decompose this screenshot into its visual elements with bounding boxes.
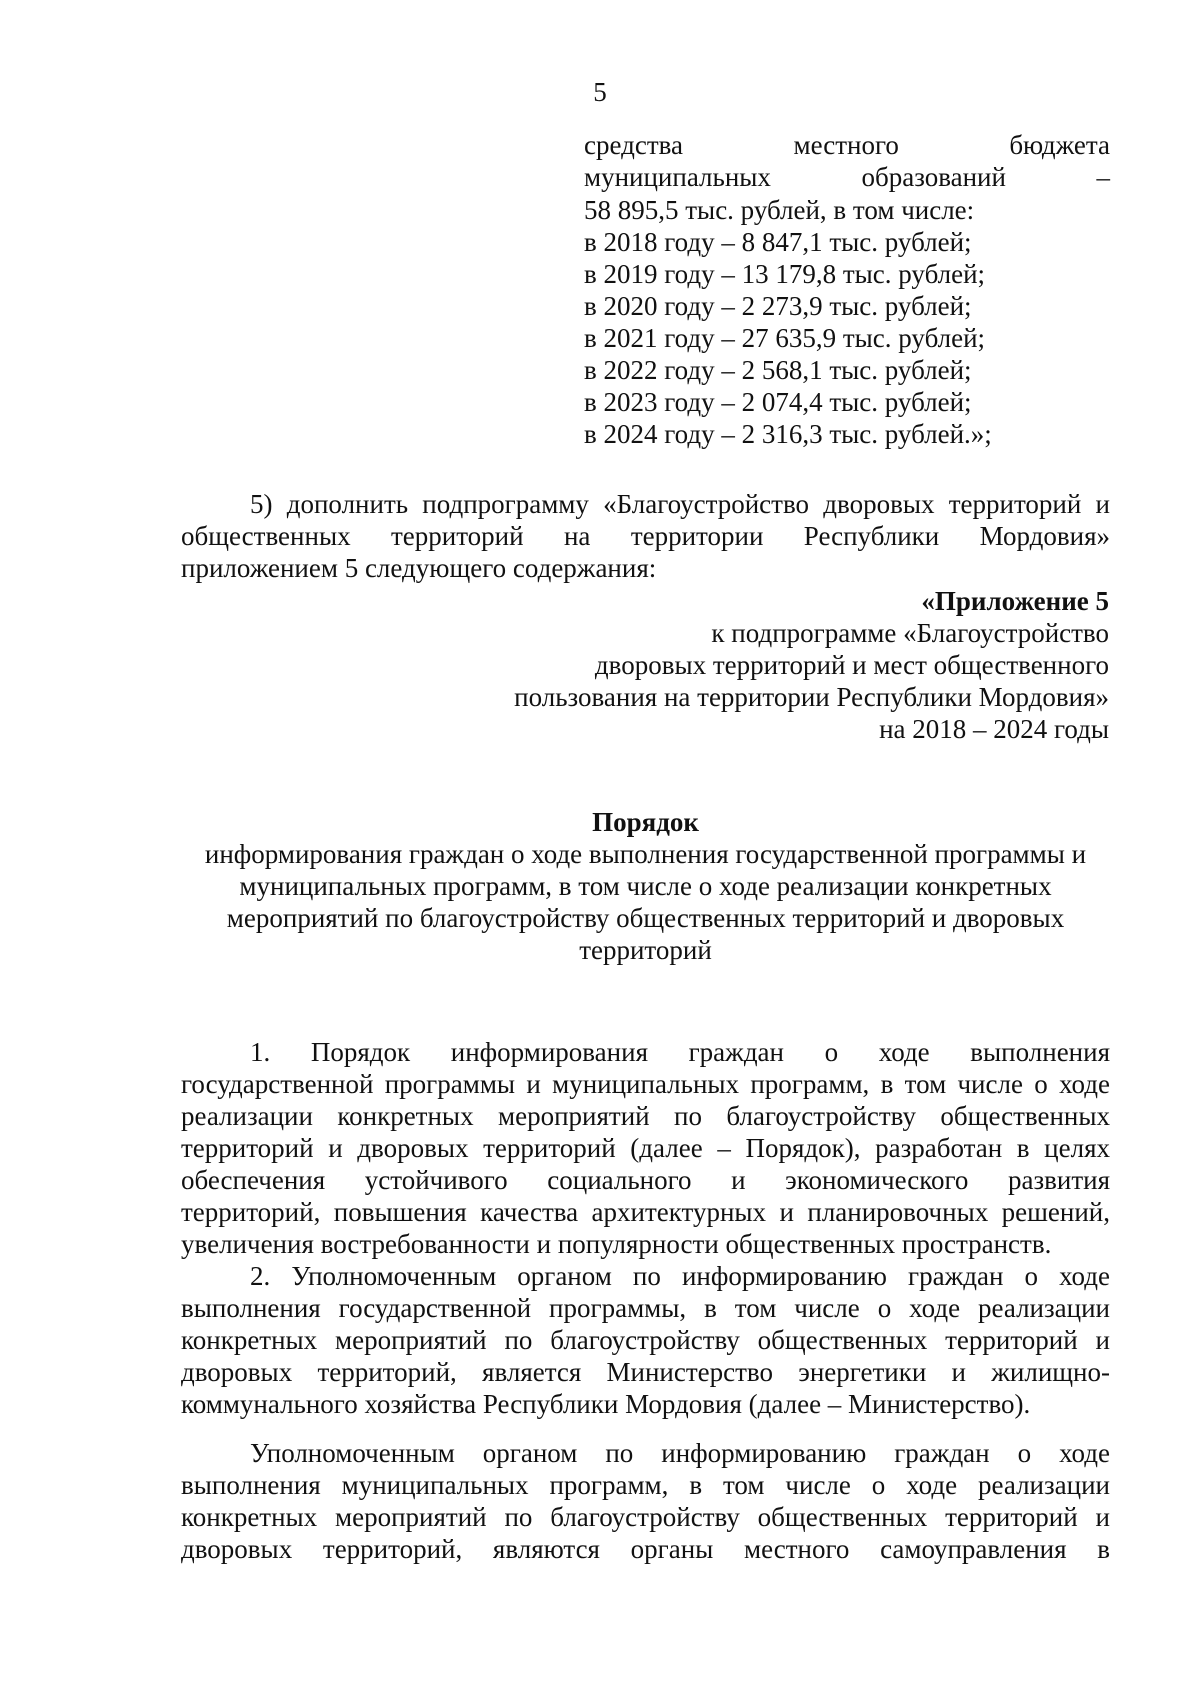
clause-line: обеспечения устойчивого социального и экономического развития xyxy=(181,1165,1110,1195)
clause-line: конкретных мероприятий по благоустройству общественных территорий и xyxy=(181,1325,1110,1355)
heading-title: Порядок xyxy=(592,807,699,837)
budget-line: в 2024 году – 2 316,3 тыс. рублей.»; xyxy=(584,419,992,449)
appendix-line: дворовых территорий и мест общественного xyxy=(594,650,1109,680)
appendix-line: на 2018 – 2024 годы xyxy=(879,714,1109,744)
heading-line: муниципальных программ, в том числе о ходе реализации конкретных xyxy=(239,871,1052,901)
clause-line: увеличения востребованности и популярности общественных пространств. xyxy=(181,1229,1052,1259)
budget-line: 58 895,5 тыс. рублей, в том числе: xyxy=(584,195,975,225)
clause-line: конкретных мероприятий по благоустройству общественных территорий и xyxy=(181,1502,1110,1532)
clause-line: территорий и дворовых территорий (далее – Порядок), разработан в целях xyxy=(181,1133,1110,1163)
heading-line: территорий xyxy=(579,935,712,965)
clause-line: дворовых территорий, являются органы местного самоуправления в xyxy=(181,1534,1110,1564)
clause-line: 1. Порядок информирования граждан о ходе выполнения xyxy=(250,1037,1110,1067)
budget-line: в 2021 году – 27 635,9 тыс. рублей; xyxy=(584,323,986,353)
appendix-title: «Приложение 5 xyxy=(921,586,1109,616)
budget-line: средства местного бюджета xyxy=(584,130,1110,160)
appendix-line: к подпрограмме «Благоустройство xyxy=(711,618,1109,648)
heading-line: мероприятий по благоустройству общественных территорий и дворовых xyxy=(226,903,1065,933)
clause-line: Уполномоченным органом по информированию граждан о ходе xyxy=(250,1438,1110,1468)
appendix-line: пользования на территории Республики Мордовия» xyxy=(514,682,1109,712)
budget-line: в 2020 году – 2 273,9 тыс. рублей; xyxy=(584,291,972,321)
page-number: 5 xyxy=(593,77,607,107)
budget-line: муниципальных образований – xyxy=(584,162,1110,192)
clause-line: государственной программы и муниципальных программ, в том числе о ходе xyxy=(181,1069,1110,1099)
paragraph-line: приложением 5 следующего содержания: xyxy=(181,553,657,583)
clause-line: дворовых территорий, является Министерство энергетики и жилищно- xyxy=(181,1357,1110,1387)
clause-line: территорий, повышения качества архитектурных и планировочных решений, xyxy=(181,1197,1110,1227)
clause-line: выполнения муниципальных программ, в том числе о ходе реализации xyxy=(181,1470,1110,1500)
clause-line: реализации конкретных мероприятий по благоустройству общественных xyxy=(181,1101,1110,1131)
budget-line: в 2019 году – 13 179,8 тыс. рублей; xyxy=(584,259,986,289)
paragraph-line: общественных территорий на территории Республики Мордовия» xyxy=(181,521,1110,551)
budget-line: в 2018 году – 8 847,1 тыс. рублей; xyxy=(584,227,972,257)
budget-line: в 2022 году – 2 568,1 тыс. рублей; xyxy=(584,355,972,385)
clause-line: 2. Уполномоченным органом по информированию граждан о ходе xyxy=(250,1261,1110,1291)
paragraph-line: 5) дополнить подпрограмму «Благоустройство дворовых территорий и xyxy=(250,489,1110,519)
clause-line: коммунального хозяйства Республики Мордовия (далее – Министерство). xyxy=(181,1389,1031,1419)
heading-line: информирования граждан о ходе выполнения государственной программы и xyxy=(204,839,1087,869)
budget-line: в 2023 году – 2 074,4 тыс. рублей; xyxy=(584,387,972,417)
clause-line: выполнения государственной программы, в том числе о ходе реализации xyxy=(181,1293,1110,1323)
